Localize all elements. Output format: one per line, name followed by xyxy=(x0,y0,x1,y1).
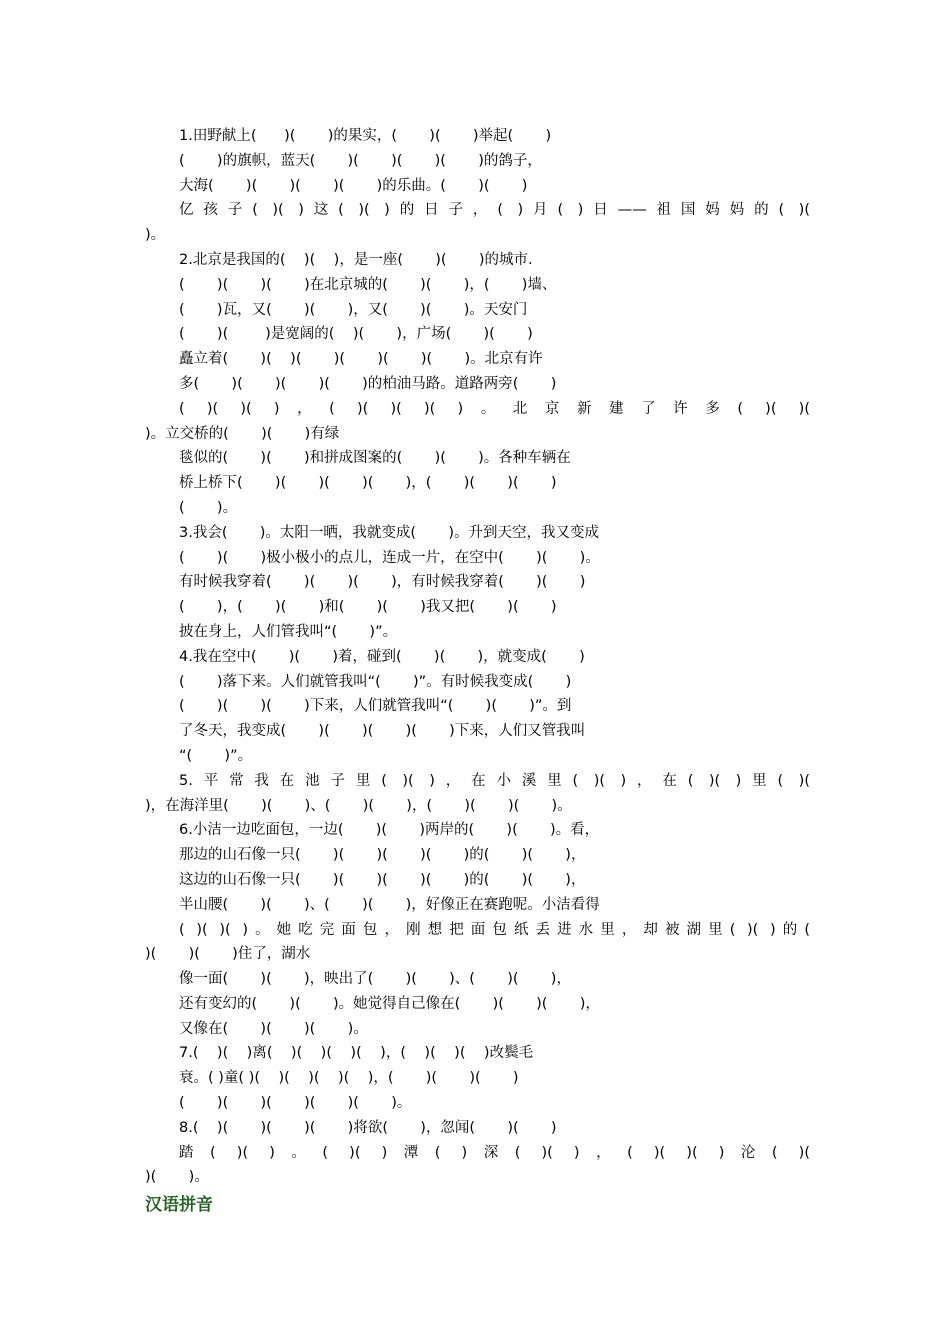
exercise-line: )。 xyxy=(145,227,166,244)
exercise-line: ( )( )( )在北京城的( )( )，( )墙、 xyxy=(179,276,557,293)
exercise-line: 7.( )( )离( )( )( )( )，( )( )( )改鬓毛 xyxy=(179,1045,534,1062)
exercise-line: 亿孩子( )( )这( )( )的日子，( )月( )日——祖国妈妈的( )( xyxy=(179,202,810,219)
exercise-line: 这边的山石像一只( )( )( )( )的( )( )， xyxy=(179,871,586,888)
exercise-line: )，在海洋里( )( )、( )( )，( )( )( )。 xyxy=(145,797,572,814)
exercise-line: ( )( )极小极小的点儿，连成一片，在空中( )( )。 xyxy=(179,549,600,566)
exercise-line: 踏( )( )。( )( )潭( )深( )( )，( )( )( )沦( )( xyxy=(179,1144,810,1161)
exercise-line: 桥上桥下( )( )( )( )，( )( )( ) xyxy=(179,475,557,492)
exercise-line: ( )落下来。人们就管我叫“( )”。有时候我变成( ) xyxy=(179,673,572,690)
exercise-lines xyxy=(145,124,810,1190)
exercise-line: 披在身上，人们管我叫“( )”。 xyxy=(179,623,398,640)
exercise-line: 了冬天，我变成( )( )( )( )下来，人们又管我叫 xyxy=(179,723,586,740)
exercise-line: 1.田野献上( )( )的果实，( )( )举起( ) xyxy=(179,128,552,144)
exercise-line: 2.北京是我国的( )( )，是一座( )( )的城市. xyxy=(179,251,533,268)
exercise-line: 6.小洁一边吃面包，一边( )( )两岸的( )( )。看， xyxy=(179,822,600,839)
exercise-line: ( )( )是宽阔的( )( )，广场( )( ) xyxy=(179,326,533,343)
exercise-line: ( )的旗帜，蓝天( )( )( )( )的鸽子， xyxy=(179,152,542,169)
exercise-line: “( )”。 xyxy=(179,747,253,764)
exercise-line: ( )瓦，又( )( )，又( )( )。天安门 xyxy=(179,301,528,318)
exercise-line: )( )( )住了，湖水 xyxy=(145,946,311,963)
exercise-line: 5.平常我在池子里( )( )，在小溪里( )( )，在( )( )里( )( xyxy=(179,772,810,789)
section-heading: 汉语拼音 xyxy=(145,1195,213,1216)
exercise-line: 衰。( )童( )( )( )( )( )，( )( )( ) xyxy=(179,1070,519,1087)
exercise-line: 又像在( )( )( )。 xyxy=(179,1020,368,1037)
exercise-line: 多( )( )( )( )的柏油马路。道路两旁( ) xyxy=(179,375,557,392)
exercise-line: 那边的山石像一只( )( )( )( )的( )( )， xyxy=(179,847,586,864)
exercise-line: ( )( )( )下来，人们就管我叫“( )( )”。到 xyxy=(179,698,572,715)
exercise-line: 3.我会( )。太阳一晒，我就变成( )。升到天空，我又变成 xyxy=(179,524,599,541)
exercise-line: ( )( )( )。她吃完面包，刚想把面包纸丢进水里，却被湖里( )( )的( xyxy=(179,921,810,938)
exercise-line: 还有变幻的( )( )。她觉得自己像在( )( )( )， xyxy=(179,995,600,1012)
exercise-line: 大海( )( )( )( )的乐曲。( )( ) xyxy=(179,177,528,194)
exercise-line: 有时候我穿着( )( )( )，有时候我穿着( )( ) xyxy=(179,574,586,591)
exercise-line: ( )( )( )，( )( )( )( )。北京新建了许多( )( )( xyxy=(179,400,810,417)
exercise-line: 8.( )( )( )( )将欲( )，忽闻( )( ) xyxy=(179,1119,557,1136)
exercise-line: 毯似的( )( )和拼成图案的( )( )。各种车辆在 xyxy=(179,450,571,467)
exercise-line: ( )。 xyxy=(179,499,238,516)
exercise-line: )。立交桥的( )( )有绿 xyxy=(145,425,340,442)
document-body xyxy=(145,124,810,1218)
exercise-line: 4.我在空中( )( )着，碰到( )( )，就变成( ) xyxy=(179,648,585,665)
exercise-line: )( )。 xyxy=(145,1169,209,1186)
exercise-line: 半山腰( )( )、( )( )，好像正在赛跑呢。小洁看得 xyxy=(179,896,600,913)
exercise-line: ( )( )( )( )( )。 xyxy=(179,1095,412,1112)
exercise-line: ( )，( )( )和( )( )我又把( )( ) xyxy=(179,599,557,616)
exercise-line: 像一面( )( )，映出了( )( )、( )( )， xyxy=(179,971,571,988)
exercise-line: 矗立着( )( )( )( )( )( )。北京有许 xyxy=(179,351,543,368)
